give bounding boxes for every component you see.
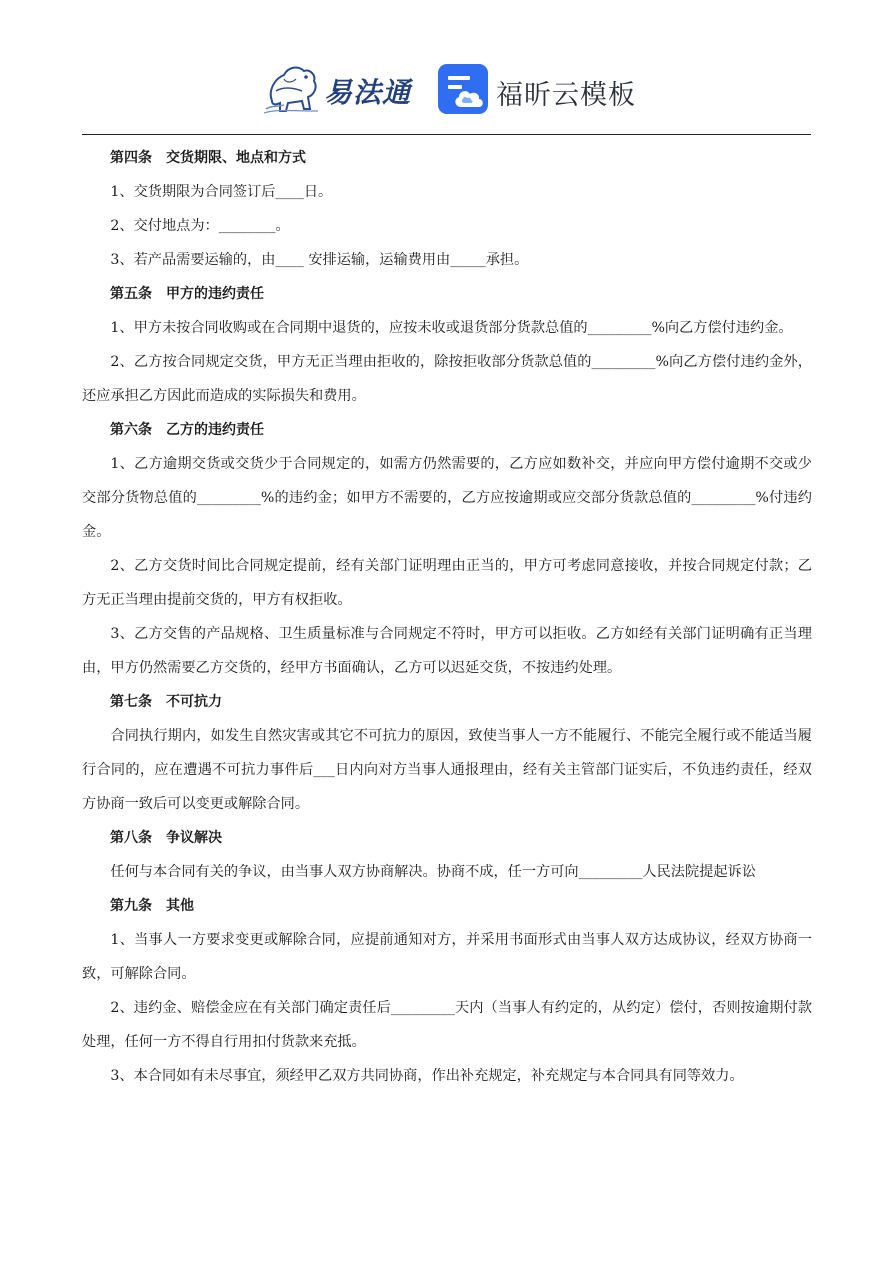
clause-paragraph: 3、乙方交售的产品规格、卫生质量标准与合同规定不符时，甲方可以拒收。乙方如经有关部门证明确有正当理由，甲方仍然需要乙方交货的，经甲方书面确认，乙方可以迟延交货，不按违约处理。: [82, 626, 812, 676]
clause-paragraph: 2、乙方按合同规定交货，甲方无正当理由拒收的，除按拒收部分货款总值的_________%向乙方偿付违约金外，还应承担乙方因此而造成的实际损失和费用。: [82, 354, 812, 404]
clause-paragraph: 3、本合同如有未尽事宜，须经甲乙双方共同协商，作出补充规定，补充规定与本合同具有同等效力。: [110, 1068, 744, 1084]
section-heading: 第八条 争议解决: [110, 830, 222, 846]
contract-body: [82, 141, 812, 1093]
clause-paragraph: 1、交货期限为合同签订后____日。: [110, 184, 333, 200]
header-divider: [82, 134, 811, 135]
clause-paragraph: 2、交付地点为：________。: [110, 218, 290, 234]
section-heading: 第五条 甲方的违约责任: [110, 286, 264, 302]
clause-paragraph: 2、乙方交货时间比合同规定提前，经有关部门证明理由正当的，甲方可考虑同意接收，并按合同规定付款；乙方无正当理由提前交货的，甲方有权拒收。: [82, 558, 812, 608]
clause-paragraph: 1、甲方未按合同收购或在合同期中退货的，应按未收或退货部分货款总值的_________%向乙方偿付违约金。: [110, 320, 793, 336]
clause-paragraph: 2、违约金、赔偿金应在有关部门确定责任后_________天内（当事人有约定的，从约定）偿付，否则按逾期付款处理，任何一方不得自行用扣付货款来充抵。: [82, 1000, 812, 1050]
clause-paragraph: 1、乙方逾期交货或交货少于合同规定的，如需方仍然需要的，乙方应如数补交，并应向甲方偿付逾期不交或少交部分货物总值的_________%的违约金；如甲方不需要的，乙方应按逾期或应交部分货款总值的_________%付违约金。: [82, 456, 812, 540]
fuxin-logo-text: 福昕云模板: [496, 80, 636, 111]
cloud-document-icon: [437, 63, 489, 115]
section-heading: 第九条 其他: [110, 898, 194, 914]
clause-paragraph: 3、若产品需要运输的，由____ 安排运输，运输费用由_____承担。: [110, 252, 529, 268]
document-header: [0, 55, 893, 125]
clause-paragraph: 合同执行期内，如发生自然灾害或其它不可抗力的原因，致使当事人一方不能履行、不能完全履行或不能适当履行合同的，应在遭遇不可抗力事件后___日内向对方当事人通报理由，经有关主管部门证实后，不负违约责任，经双方协商一致后可以变更或解除合同。: [82, 728, 812, 812]
section-heading: 第四条 交货期限、地点和方式: [110, 150, 306, 166]
fuxin-logo: [437, 63, 637, 117]
yifatong-logo: [262, 61, 414, 117]
clause-paragraph: 1、当事人一方要求变更或解除合同，应提前通知对方，并采用书面形式由当事人双方达成协议，经双方协商一致，可解除合同。: [82, 932, 812, 982]
yifatong-logo-text: 易法通: [324, 76, 412, 109]
section-heading: 第七条 不可抗力: [110, 694, 222, 710]
clause-paragraph: 任何与本合同有关的争议，由当事人双方协商解决。协商不成，任一方可向_________人民法院提起诉讼: [110, 864, 756, 880]
section-heading: 第六条 乙方的违约责任: [110, 422, 264, 438]
qilin-emblem-icon: [262, 61, 322, 117]
